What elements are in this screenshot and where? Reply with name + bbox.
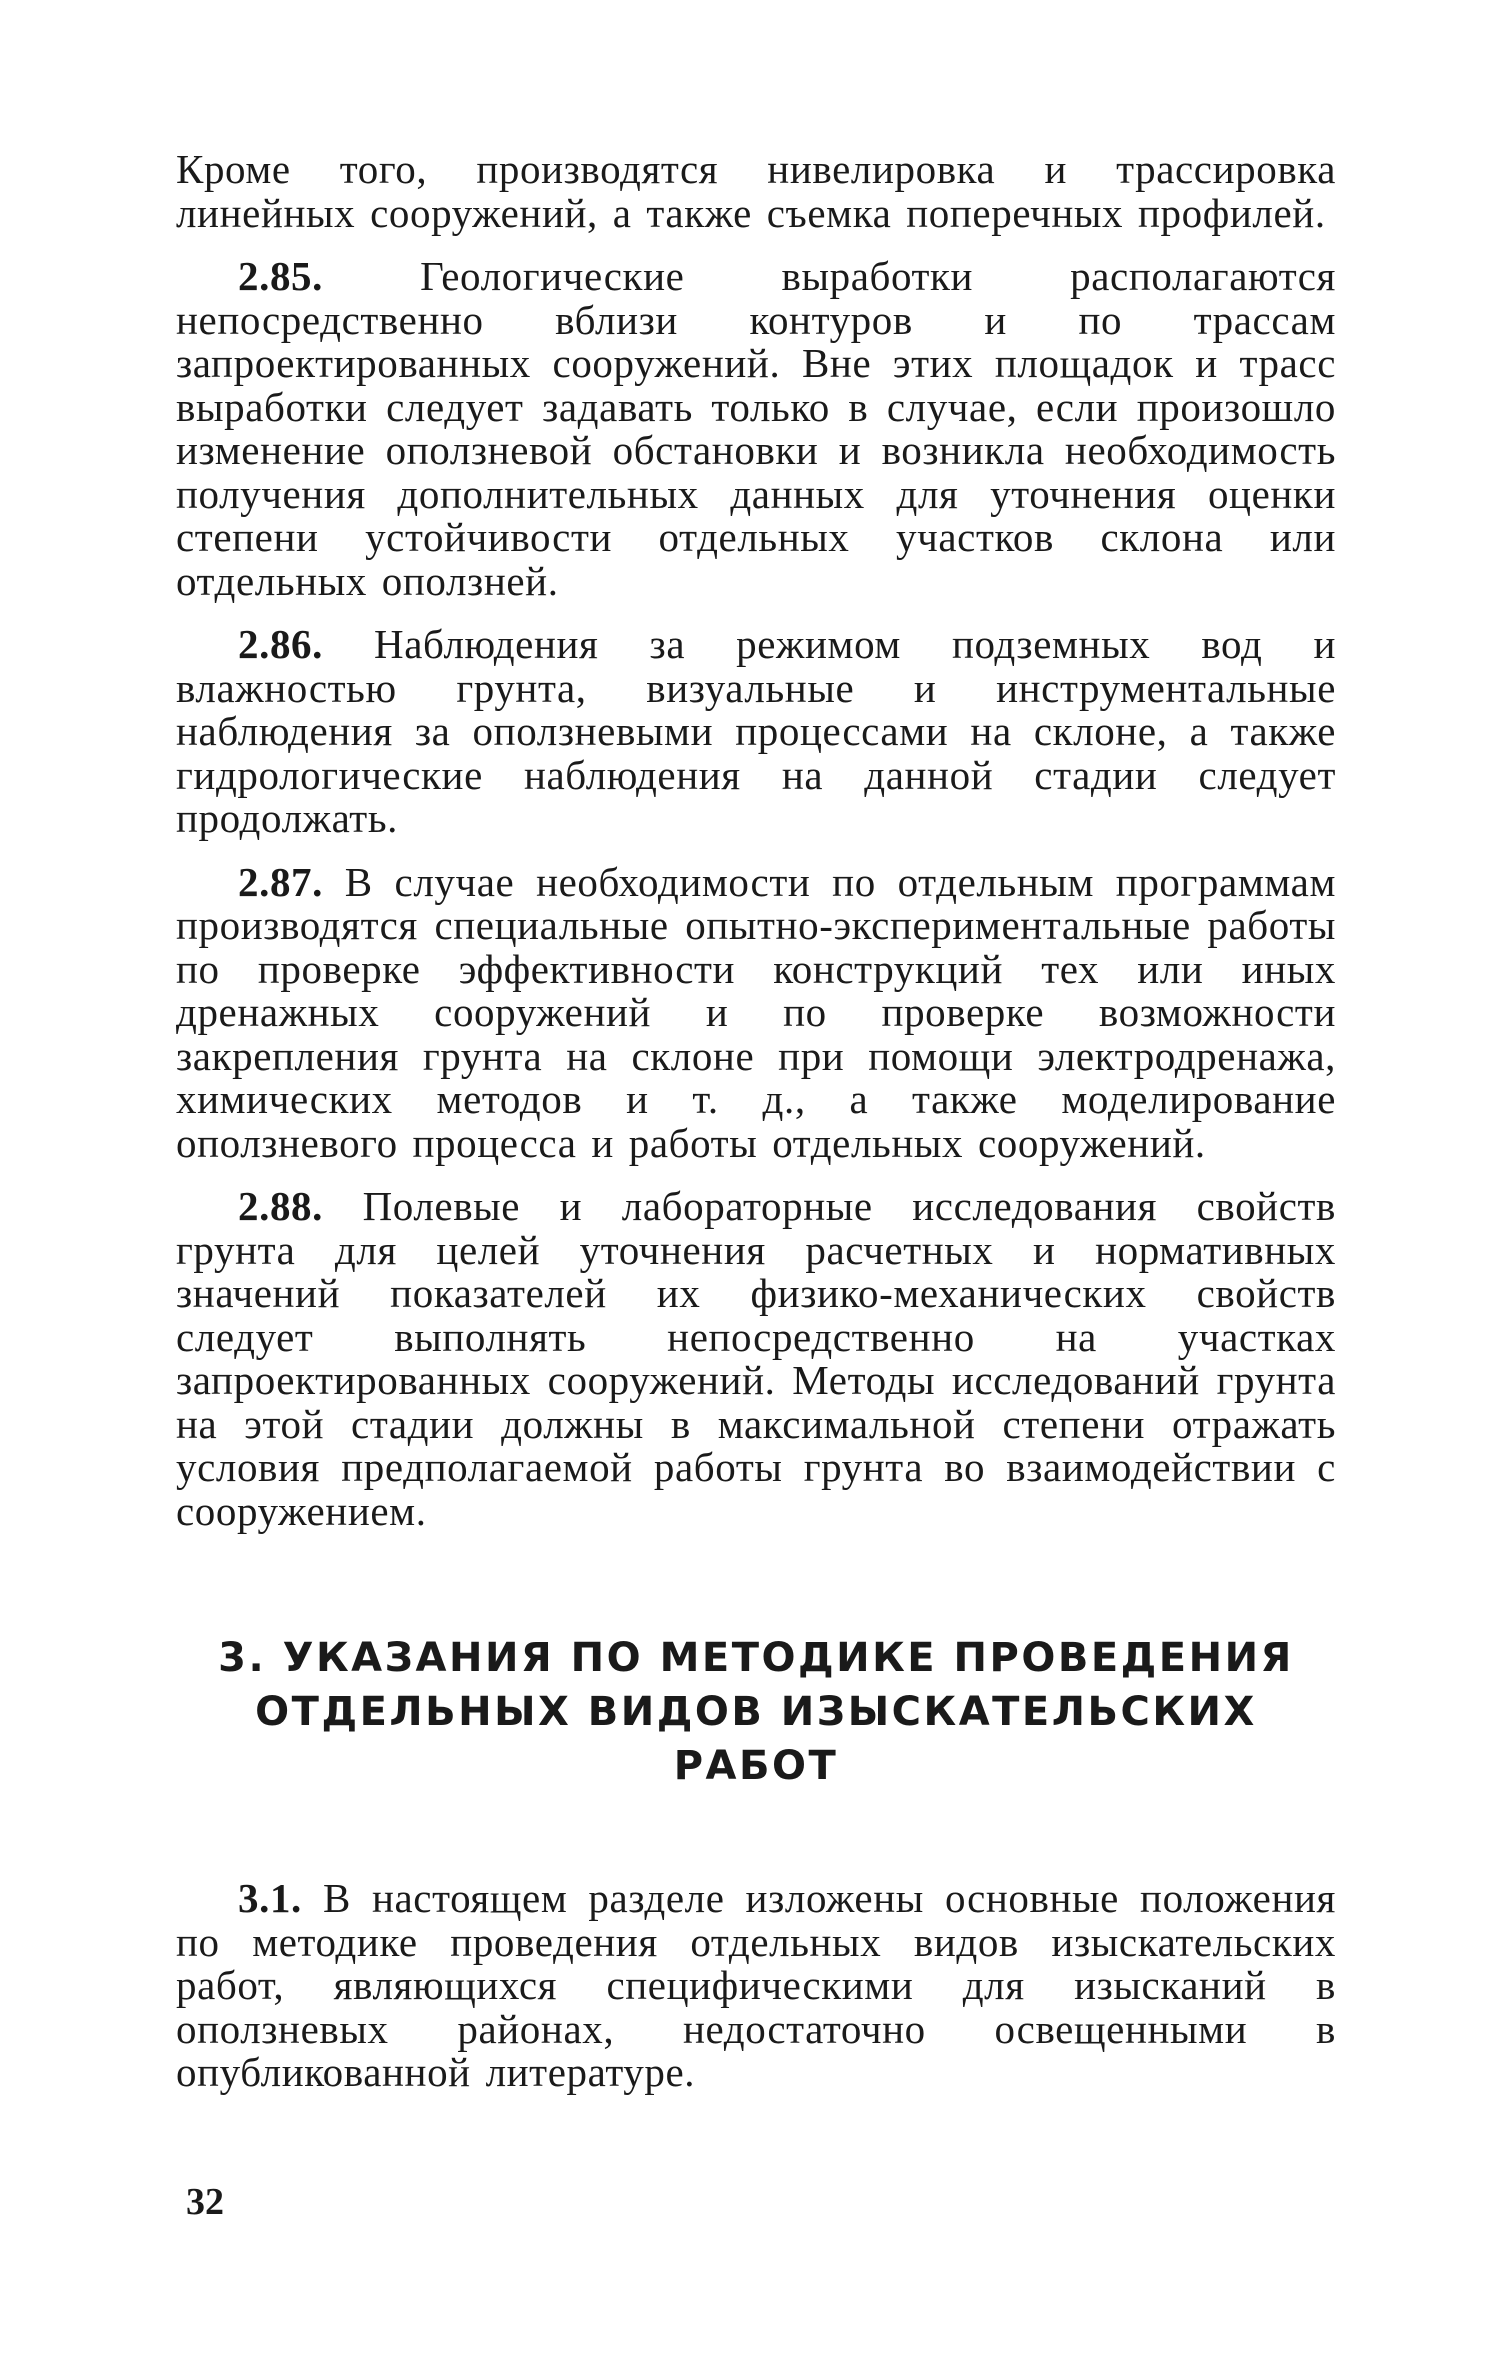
paragraph-text: Наблюдения за режимом подземных вод и влажностью грунта, визуальные и инструментальные наблюдения за оползневыми процессами на склоне, а также гидрологические наблюдения на данной стадии следует продолжать. [176,621,1336,841]
paragraph-3-1 [176,1877,1336,2095]
section-heading [176,1631,1336,1793]
paragraph-text: Полевые и лабораторные исследования свойств грунта для целей уточнения расчетных и нормативных значений показателей их физико-механических свойств следует выполнять непосредственно на участках запроектированных сооружений. Методы исследований грунта на этой стадии должны в максимальной степени отражать условия предполагаемой работы грунта во взаимодействии с сооружением. [176,1183,1336,1534]
paragraph-continuation [176,148,1336,235]
clause-number: 2.85. [238,253,323,299]
section-heading-line: РАБОТ [673,1743,839,1789]
paragraph-2-85 [176,255,1336,603]
paragraph-text: Геологические выработки располагаются непосредственно вблизи контуров и по трассам запроектированных сооружений. Вне этих площадок и трасс выработки следует задавать только в случае, если произошло изменение оползневой обстановки и возникла необходимость получения дополнительных данных для уточнения оценки степени устойчивости отдельных участков склона или отдельных оползней. [176,253,1336,604]
paragraph-2-87 [176,858,1336,1166]
clause-number: 2.86. [238,621,323,667]
page-number: 32 [186,2181,224,2223]
section-heading-line: 3. УКАЗАНИЯ ПО МЕТОДИКЕ ПРОВЕДЕНИЯ [218,1635,1294,1681]
clause-number: 2.87. [238,858,323,905]
paragraph-2-88 [176,1185,1336,1533]
paragraph-text: В случае необходимости по отдельным программам производятся специальные опытно-экспериментальные работы по проверке эффективности конструкций тех или иных дренажных сооружений и по проверке возможности закрепления грунта на склоне при помощи электродренажа, химических методов и т. д., а также моделирование оползневого процесса и работы отдельных сооружений. [176,858,1336,1166]
paragraph-text: В настоящем разделе изложены основные положения по методике проведения отдельных видов изыскательских работ, являющихся специфическими для изысканий в оползневых районах, недостаточно освещенными в опубликованной литературе. [176,1875,1336,2095]
paragraph-2-86 [176,623,1336,841]
paragraph-text: Кроме того, производятся нивелировка и трассировка линейных сооружений, а также съемка поперечных профилей. [176,146,1336,236]
clause-number: 3.1. [238,1875,302,1921]
section-heading-line: ОТДЕЛЬНЫХ ВИДОВ ИЗЫСКАТЕЛЬСКИХ [255,1689,1257,1735]
clause-number: 2.88. [238,1183,323,1229]
page-body [176,148,1336,2115]
